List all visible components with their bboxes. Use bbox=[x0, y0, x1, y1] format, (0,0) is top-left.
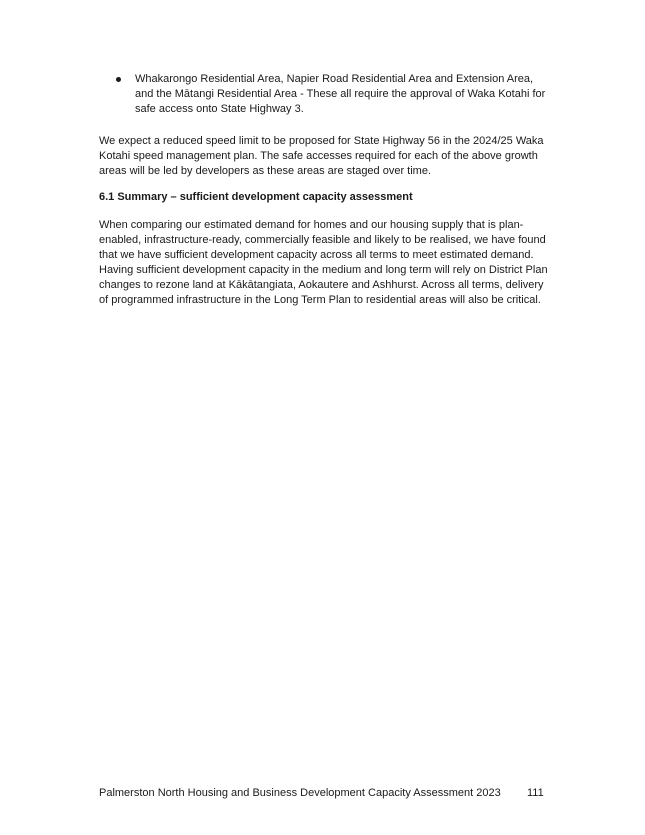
paragraph-summary: When comparing our estimated demand for homes and our housing supply that is plan-enabled, infrastructure-ready, commercially feasible and likely to be realised, we have found that we have sufficient development capacity across all terms to meet estimated demand. Having sufficient development capacity in the medium and long term will rely on District Plan changes to rezone land at Kākātangiata, Aokautere and Ashhurst. Across all terms, delivery of programmed infrastructure in the Long Term Plan to residential areas will also be critical. bbox=[99, 219, 548, 306]
page-number: 111 bbox=[527, 787, 544, 799]
bullet-item-growth-areas bbox=[99, 72, 549, 117]
footer-title: Palmerston North Housing and Business Development Capacity Assessment 2023 bbox=[99, 787, 501, 799]
bullet-text: Whakarongo Residential Area, Napier Road Residential Area and Extension Area, and the Mātangi Residential Area - These all require the approval of Waka Kotahi for safe access onto State Highway 3. bbox=[135, 73, 546, 115]
paragraph-speed-limit: We expect a reduced speed limit to be proposed for State Highway 56 in the 2024/25 Waka Kotahi speed management plan. The safe accesses required for each of the above growth areas will be led by developers as these areas are staged over time. bbox=[99, 135, 544, 177]
section-heading: 6.1 Summary – sufficient development capacity assessment bbox=[99, 191, 413, 203]
bullet-dot-icon bbox=[116, 77, 121, 82]
bullet-list bbox=[99, 72, 549, 117]
